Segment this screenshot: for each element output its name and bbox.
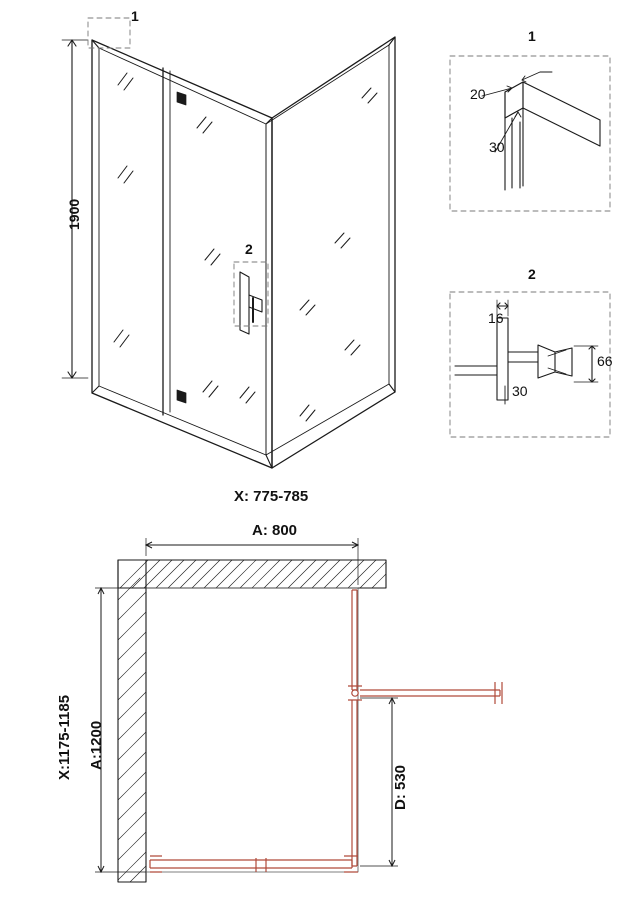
callout-label-2: 2 xyxy=(245,241,253,257)
detail-2-group xyxy=(450,292,610,437)
detail-1-title: 1 xyxy=(528,28,536,44)
plan-dimension-a-top: A: 800 xyxy=(252,522,298,539)
detail-2-dim-30: 30 xyxy=(512,383,528,399)
detail-2-title: 2 xyxy=(528,266,536,282)
detail-1-group xyxy=(450,56,610,211)
isometric-enclosure xyxy=(62,18,395,468)
plan-x-range-left: X:1175-1185 xyxy=(56,694,73,780)
door-handle xyxy=(240,272,262,334)
callout-1-marker xyxy=(88,18,130,48)
plan-x-range-top: X: 775-785 xyxy=(234,488,309,505)
plan-dimension-a-left: A:1200 xyxy=(88,720,105,770)
detail-1-dim-20: 20 xyxy=(470,86,486,102)
detail-1-dim-30: 30 xyxy=(489,139,505,155)
callout-label-1: 1 xyxy=(131,8,139,24)
detail-2-dim-66: 66 xyxy=(597,353,613,369)
plan-view-group xyxy=(118,560,386,882)
detail-2-dim-16: 16 xyxy=(488,310,504,326)
callout-2-marker xyxy=(234,262,268,326)
plan-dimension-d: D: 530 xyxy=(392,764,409,810)
dimension-height-1900: 1900 xyxy=(66,198,82,230)
plan-door-panels xyxy=(150,590,502,872)
